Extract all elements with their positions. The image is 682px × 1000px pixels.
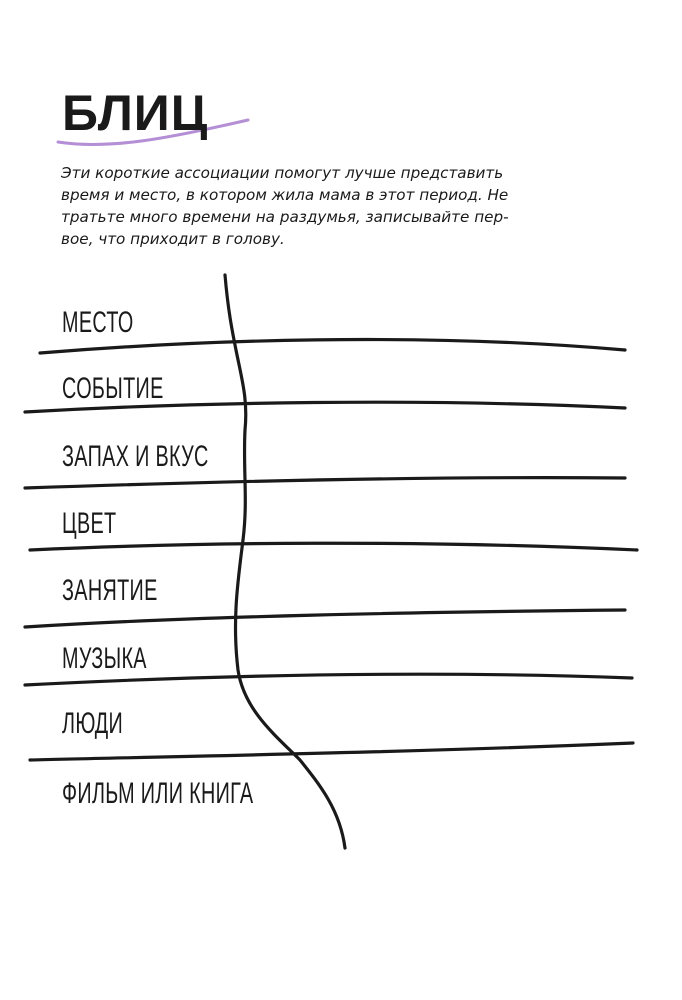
divider-line-3 <box>25 478 625 488</box>
row-label-activity: ЗАНЯТИЕ <box>62 574 158 607</box>
divider-line-5 <box>25 610 625 627</box>
vertical-divider <box>225 275 345 848</box>
divider-line-4 <box>30 543 637 550</box>
divider-line-7 <box>30 743 633 760</box>
row-label-color: ЦВЕТ <box>62 507 117 540</box>
intro-paragraph <box>61 162 621 250</box>
row-label-music: МУЗЫКА <box>62 642 147 675</box>
row-label-film-book: ФИЛЬМ ИЛИ КНИГА <box>62 777 254 810</box>
row-label-people: ЛЮДИ <box>62 707 124 740</box>
row-label-place: МЕСТО <box>62 306 134 339</box>
intro-line: вое, что приходит в голову. <box>61 230 285 248</box>
row-label-smell-taste: ЗАПАХ И ВКУС <box>62 440 209 473</box>
intro-line: тратьте много времени на раздумья, записывайте пер- <box>61 208 509 226</box>
intro-line: время и место, в котором жила мама в этот период. Не <box>61 186 509 204</box>
row-label-event: СОБЫТИЕ <box>62 372 164 405</box>
page-title: БЛИЦ <box>62 85 209 141</box>
intro-line: Эти короткие ассоциации помогут лучше представить <box>61 164 504 182</box>
divider-line-1 <box>40 340 625 353</box>
